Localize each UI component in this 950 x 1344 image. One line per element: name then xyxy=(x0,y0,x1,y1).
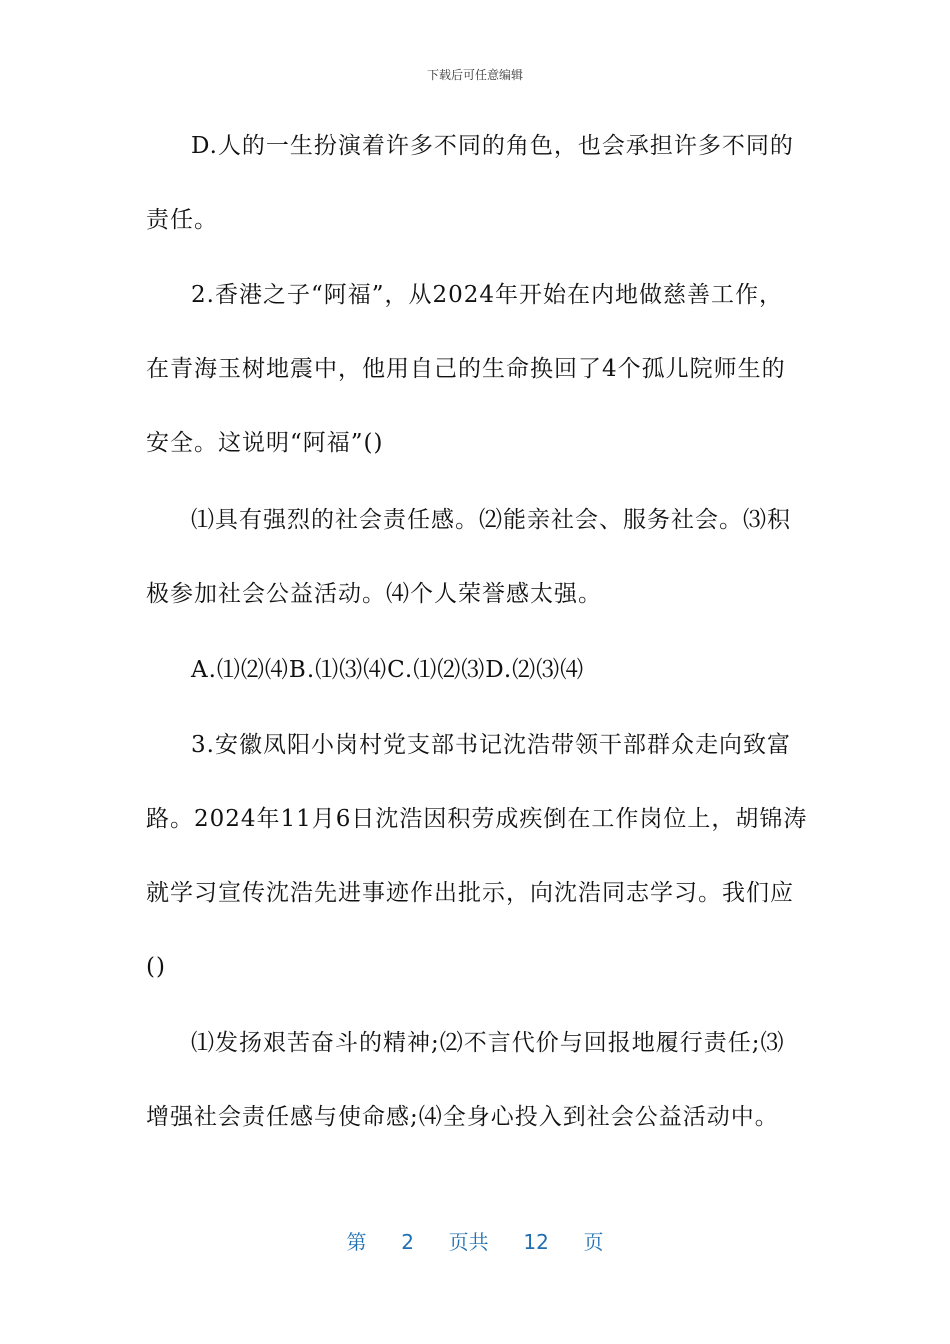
text-line: ⑴具有强烈的社会责任感。⑵能亲社会、服务社会。⑶积 xyxy=(191,507,791,533)
text-line: D.人的一生扮演着许多不同的角色，也会承担许多不同的 xyxy=(191,133,794,159)
footer-suffix: 页 xyxy=(583,1230,604,1254)
page-footer xyxy=(0,1226,950,1255)
text-line: 增强社会责任感与使命感;⑷全身心投入到社会公益活动中。 xyxy=(146,1104,779,1130)
text-line: 路。2024年11月6日沈浩因积劳成疾倒在工作岗位上，胡锦涛 xyxy=(146,806,808,832)
answer-options: A.⑴⑵⑷B.⑴⑶⑷C.⑴⑵⑶D.⑵⑶⑷ xyxy=(191,657,585,683)
text-line: 3.安徽凤阳小岗村党支部书记沈浩带领干部群众走向致富 xyxy=(191,732,791,758)
text-line: 责任。 xyxy=(146,207,218,233)
text-line: 极参加社会公益活动。⑷个人荣誉感太强。 xyxy=(146,581,602,607)
text-line: 就学习宣传沈浩先进事迹作出批示，向沈浩同志学习。我们应 xyxy=(146,880,794,906)
text-line: 在青海玉树地震中，他用自己的生命换回了4个孤儿院师生的 xyxy=(146,356,786,382)
text-line: 2.香港之子“阿福”，从2024年开始在内地做慈善工作， xyxy=(191,282,783,308)
text-line: ⑴发扬艰苦奋斗的精神;⑵不言代价与回报地履行责任;⑶ xyxy=(191,1030,785,1056)
text-line: 安全。这说明“阿福”() xyxy=(146,430,384,456)
footer-prefix: 第 xyxy=(346,1230,367,1254)
footer-page-number: 2 xyxy=(401,1230,414,1254)
page-header: 下载后可任意编辑 xyxy=(426,68,523,82)
text-line: () xyxy=(146,954,166,980)
footer-total-pages: 12 xyxy=(523,1230,549,1254)
footer-middle: 页共 xyxy=(448,1230,489,1254)
